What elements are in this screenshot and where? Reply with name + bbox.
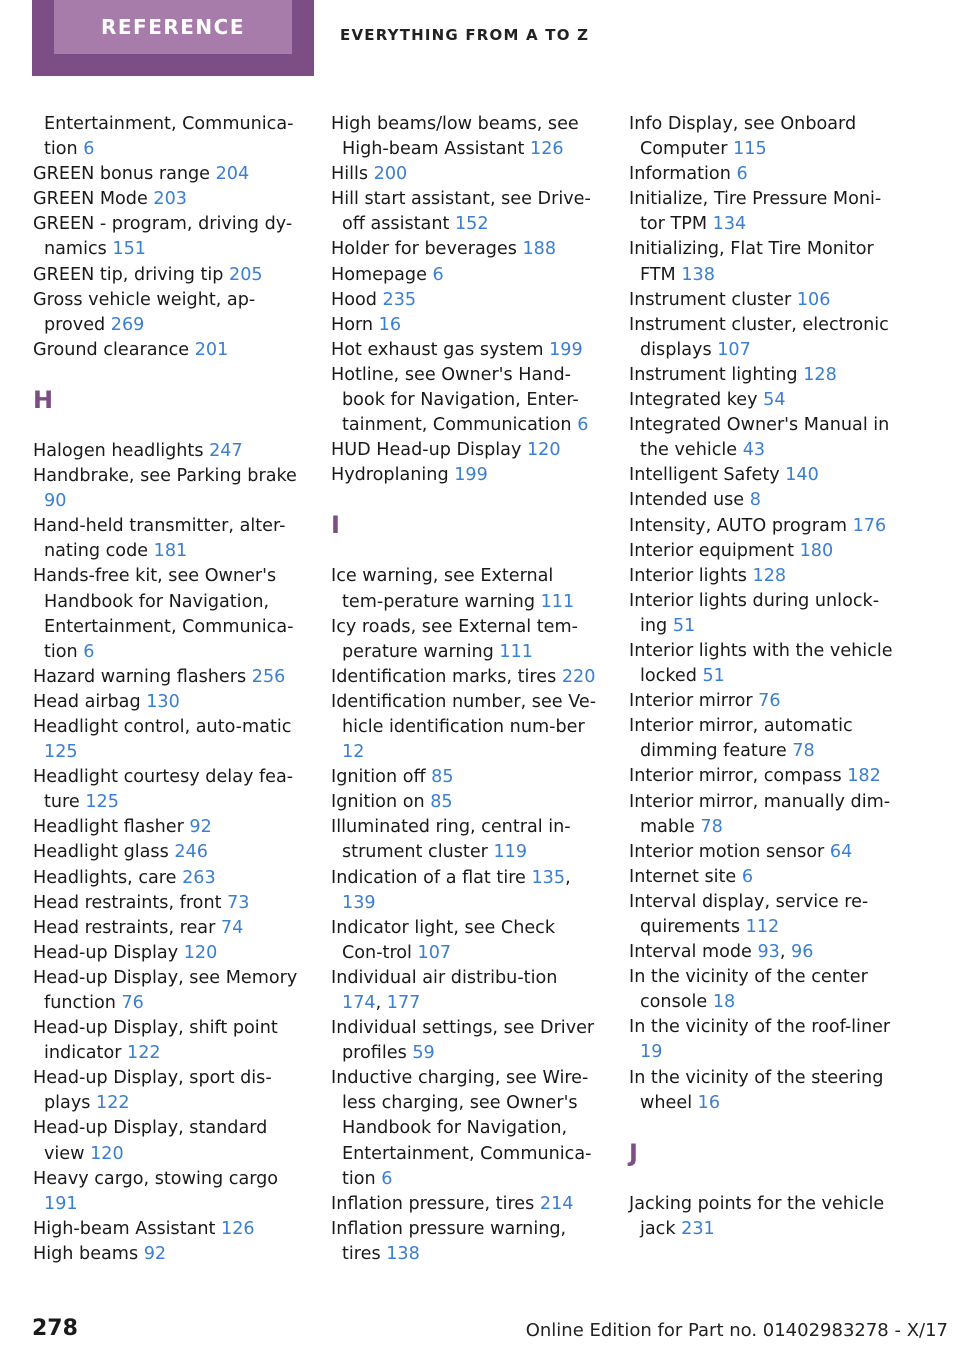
page-reference-link[interactable]: 128: [803, 364, 837, 385]
page-reference-link[interactable]: 177: [386, 993, 421, 1013]
index-entry-text: Hill start assistant, see Drive-off assistant: [331, 189, 591, 235]
page-reference-link[interactable]: 176: [852, 515, 887, 536]
page-reference-link[interactable]: 92: [189, 817, 212, 838]
index-entry: [33, 966, 301, 1016]
index-entry-text: Head-up Display, shift point indicator: [33, 1018, 278, 1064]
index-entry-text: Illuminated ring, central in-strument cluster: [331, 817, 571, 863]
index-entry: [331, 463, 599, 488]
index-entry: [629, 1192, 897, 1242]
index-entry-text: GREEN - program, driving dy-namics: [33, 214, 293, 260]
page-reference-link[interactable]: 112: [745, 917, 780, 937]
index-entry-text: Icy roads, see External tem-perature warning: [331, 616, 578, 662]
page-reference-link[interactable]: 78: [792, 741, 815, 762]
index-entry-text: Interior mirror: [629, 691, 753, 712]
index-entry-text: Headlight control, auto-matic: [33, 716, 292, 737]
page-reference-link[interactable]: 107: [717, 339, 751, 360]
page-header: [0, 0, 960, 76]
index-entry: [331, 363, 599, 438]
page-reference-link[interactable]: 76: [758, 691, 781, 712]
index-entry: [629, 689, 897, 714]
index-entry-text: Ground clearance: [33, 339, 190, 360]
index-entry: [33, 715, 301, 765]
index-entry-text: Ignition on: [331, 792, 425, 813]
page-reference-link[interactable]: 51: [702, 666, 725, 687]
page-reference-link[interactable]: 119: [493, 842, 528, 863]
index-letter-heading: J: [629, 1138, 638, 1167]
index-entry: [629, 514, 897, 539]
index-entry-text: High-beam Assistant: [33, 1218, 216, 1239]
index-entry-text: Intended use: [629, 490, 745, 511]
index-entry-text: Indication of a flat tire: [331, 867, 526, 888]
index-entry-text: GREEN Mode: [33, 189, 148, 210]
page-reference-link[interactable]: 120: [90, 1143, 124, 1164]
index-entry: [33, 338, 301, 363]
page-reference-link[interactable]: 128: [752, 565, 787, 586]
index-entry-text: Head-up Display, standard view: [33, 1118, 268, 1164]
index-entry-text: Integrated Owner's Manual in the vehicle: [629, 415, 890, 461]
page-reference-link[interactable]: 263: [182, 867, 216, 888]
page-reference-link[interactable]: 120: [183, 942, 218, 963]
page-reference-link[interactable]: 126: [221, 1218, 255, 1239]
index-letter-heading: H: [33, 385, 54, 414]
chapter-title: EVERYTHING FROM A TO Z: [340, 26, 590, 44]
page-reference-link[interactable]: 214: [539, 1193, 574, 1214]
page-reference-link[interactable]: 43: [742, 440, 766, 461]
page-reference-link[interactable]: 6: [577, 415, 589, 436]
page-reference-link[interactable]: 138: [386, 1243, 420, 1264]
index-entry-text: Intelligent Safety: [629, 465, 780, 486]
index-entry: [331, 916, 599, 966]
index-entry: [629, 714, 897, 764]
index-entry: [33, 1217, 301, 1242]
edition-footer: Online Edition for Part no. 01402983278 - X/17: [525, 1320, 948, 1341]
index-entry: [331, 313, 599, 338]
index-entry: [331, 690, 599, 765]
index-entry: [629, 840, 897, 865]
page-reference-link[interactable]: 6: [736, 164, 748, 185]
index-entry: Individual air distribu-tion 174, 177: [331, 967, 558, 1013]
index-entry: [629, 564, 897, 589]
index-entry-text: Hand-held transmitter, alter-nating code: [33, 516, 286, 562]
page-reference-link[interactable]: 51: [672, 615, 696, 636]
page-reference-link[interactable]: 130: [146, 691, 180, 712]
page-reference-link[interactable]: 73: [227, 892, 250, 913]
index-entry: [331, 263, 599, 288]
index-entry-text: Headlight glass: [33, 842, 169, 863]
index-entry: [331, 665, 599, 690]
index-entry-text: Instrument cluster, electronic displays: [629, 314, 889, 360]
index-entry: [33, 288, 301, 338]
page-reference-link[interactable]: 247: [209, 440, 243, 461]
index-entry: [331, 1192, 599, 1217]
index-entry-text: Identification number, see Ve-hicle identification num-ber: [331, 691, 597, 737]
page-reference-link[interactable]: 140: [785, 465, 819, 486]
index-entry-text: Interval display, service re-quirements: [629, 891, 869, 937]
page-reference-link[interactable]: 125: [85, 792, 119, 813]
page-reference-link[interactable]: 235: [382, 289, 417, 310]
index-entry-text: Head-up Display, see Memory function: [33, 967, 298, 1013]
index-entry: [629, 313, 897, 363]
index-entry-text: Interior mirror, automatic dimming feature: [629, 716, 853, 762]
page-reference-link[interactable]: 111: [499, 641, 533, 662]
index-entry-text: Homepage: [331, 264, 427, 285]
index-entry-text: High beams/low beams, see High-beam Assistant: [331, 114, 579, 160]
index-entry: [33, 916, 301, 941]
index-entry-text: Halogen headlights: [33, 440, 204, 461]
index-entry: [331, 1066, 599, 1191]
index-entry: [33, 665, 301, 690]
page-reference-link[interactable]: 6: [83, 641, 95, 662]
index-entry: [629, 187, 897, 237]
index-column-2: [331, 112, 599, 1267]
index-entry-text: Headlight flasher: [33, 817, 184, 838]
index-entry: [629, 589, 897, 639]
page-reference-link[interactable]: 18: [712, 992, 736, 1013]
page-reference-link[interactable]: 92: [143, 1243, 167, 1264]
page-reference-link[interactable]: 246: [174, 842, 208, 863]
page-reference-link[interactable]: 203: [153, 189, 187, 210]
index-entry: [629, 288, 897, 313]
index-entry-text: Hills: [331, 164, 369, 185]
page-reference-link[interactable]: 125: [44, 742, 78, 763]
index-entry: [33, 891, 301, 916]
index-entry: [331, 1016, 599, 1066]
page-reference-link[interactable]: 231: [681, 1218, 715, 1239]
index-entry: [33, 1167, 301, 1217]
index-entry: [629, 162, 897, 187]
index-entry-text: In the vicinity of the roof-liner: [629, 1017, 891, 1038]
index-entry-text: Gross vehicle weight, ap-proved: [33, 289, 256, 335]
page-reference-link[interactable]: 139: [342, 892, 376, 913]
page-reference-link[interactable]: 134: [712, 214, 747, 235]
page-reference-link[interactable]: 59: [412, 1043, 435, 1064]
page-reference-link[interactable]: 90: [44, 491, 67, 512]
index-entry-text: Entertainment, Communica-tion: [44, 114, 294, 160]
page-reference-link[interactable]: 201: [194, 339, 229, 360]
index-entry-text: Head airbag: [33, 691, 141, 712]
index-entry-text: Integrated key: [629, 390, 758, 411]
index-entry-text: Jacking points for the vehicle jack: [629, 1193, 885, 1239]
page-reference-link[interactable]: 115: [733, 139, 767, 160]
index-entry: [33, 112, 301, 162]
index-entry-text: Intensity, AUTO program: [629, 515, 847, 536]
index-entry-text: Ignition off: [331, 767, 426, 788]
index-entry-text: Head-up Display: [33, 942, 179, 963]
index-entry: [629, 1066, 897, 1116]
page-reference-link[interactable]: 256: [251, 666, 286, 687]
index-entry: [33, 866, 301, 891]
index-entry: [33, 162, 301, 187]
index-entry-text: Interior lights with the vehicle locked: [629, 640, 893, 687]
index-entry-text: Interior mirror, compass: [629, 766, 842, 787]
index-entry-text: Instrument lighting: [629, 364, 798, 385]
page-reference-link[interactable]: 174: [342, 993, 376, 1013]
index-entry: [629, 639, 897, 689]
page-reference-link[interactable]: 107: [417, 942, 452, 963]
page-reference-link[interactable]: 85: [431, 767, 454, 788]
index-entry: [33, 1116, 301, 1166]
page-reference-link[interactable]: 16: [697, 1092, 721, 1113]
index-entry: [629, 388, 897, 413]
index-entry: Indication of a flat tire 135, 139: [331, 867, 571, 913]
page-reference-link[interactable]: 6: [741, 866, 754, 887]
index-entry: [629, 539, 897, 564]
page-reference-link[interactable]: 200: [373, 164, 408, 185]
index-entry: [33, 564, 301, 664]
index-entry: [331, 615, 599, 665]
index-entry-text: HUD Head-up Display: [331, 440, 522, 461]
index-entry: [331, 237, 599, 262]
index-entry-text: GREEN bonus range: [33, 164, 210, 185]
index-entry-text: Hands-free kit, see Owner's Handbook for Navigation, Entertainment, Communica-tion: [33, 566, 294, 662]
index-entry: [33, 840, 301, 865]
page-reference-link[interactable]: 152: [454, 214, 489, 235]
page-reference-link[interactable]: 151: [112, 239, 146, 260]
page-reference-link[interactable]: 126: [530, 139, 564, 160]
index-entry-text: Identification marks, tires: [331, 666, 557, 687]
page-reference-link[interactable]: 199: [454, 465, 488, 486]
index-entry-text: Interior lights during unlock-ing: [629, 590, 880, 636]
index-column-1: [33, 112, 301, 1267]
index-entry: [33, 187, 301, 212]
index-entry-text: Interior mirror, manually dim-mable: [629, 791, 891, 837]
page-reference-link[interactable]: 220: [561, 666, 596, 687]
page-reference-link[interactable]: 199: [549, 339, 583, 360]
index-entry: [331, 187, 599, 237]
index-entry-text: Heavy cargo, stowing cargo: [33, 1168, 279, 1189]
index-entry-text: Inflation pressure warning, tires: [331, 1218, 567, 1264]
index-entry: [629, 965, 897, 1015]
index-entry: [33, 941, 301, 966]
page-reference-link[interactable]: 96: [791, 942, 814, 963]
index-entry: [331, 815, 599, 865]
index-entry: [33, 690, 301, 715]
index-entry-text: Head restraints, rear: [33, 917, 216, 938]
page-reference-link[interactable]: 54: [763, 390, 786, 411]
index-entry-text: Headlight courtesy delay fea-ture: [33, 767, 294, 813]
index-entry: [629, 890, 897, 940]
index-entry-text: In the vicinity of the center console: [629, 967, 868, 1013]
index-entry-text: GREEN tip, driving tip: [33, 264, 224, 285]
page-reference-link[interactable]: 76: [121, 993, 144, 1013]
index-entry: [33, 765, 301, 815]
index-entry-text: Head-up Display, sport dis-plays: [33, 1068, 272, 1114]
index-entry-text: Inflation pressure, tires: [331, 1193, 535, 1214]
page-reference-link[interactable]: 191: [44, 1193, 78, 1214]
page-reference-link[interactable]: 204: [215, 164, 250, 185]
index-entry: [331, 338, 599, 363]
index-entry-text: Hazard warning flashers: [33, 666, 247, 687]
index-entry-text: Individual air distribu-tion: [331, 967, 558, 988]
page-reference-link[interactable]: 135: [531, 867, 566, 888]
page-reference-link[interactable]: 138: [681, 264, 715, 285]
index-entry: [629, 413, 897, 463]
page-reference-link[interactable]: 19: [640, 1042, 663, 1063]
index-entry-text: Holder for beverages: [331, 239, 517, 260]
index-entry: [629, 764, 897, 789]
page-reference-link[interactable]: 93: [757, 942, 780, 963]
index-entry: [629, 112, 897, 162]
index-entry: [629, 488, 897, 513]
index-entry: [33, 439, 301, 464]
section-tab[interactable]: [32, 0, 314, 76]
index-entry: [33, 815, 301, 840]
index-entry: [33, 212, 301, 262]
page-number: 278: [32, 1316, 78, 1341]
page-reference-link[interactable]: 12: [342, 742, 365, 763]
index-entry-text: Interior lights: [629, 565, 747, 586]
page-reference-link[interactable]: 106: [796, 289, 831, 310]
page-reference-link[interactable]: 85: [430, 792, 453, 813]
index-entry-text: Hotline, see Owner's Hand-book for Navigation, Enter-tainment, Communication: [331, 364, 579, 436]
index-entry: [33, 1242, 301, 1267]
index-entry: [33, 1016, 301, 1066]
index-entry: [33, 1066, 301, 1116]
index-entry-text: Information: [629, 164, 731, 185]
index-entry: Interval mode 93, 96: [629, 942, 814, 963]
index-entry-text: Interior equipment: [629, 540, 794, 561]
index-entry: [629, 237, 897, 287]
section-tab-label: REFERENCE: [54, 0, 292, 54]
index-entry-text: Hot exhaust gas system: [331, 339, 544, 360]
index-letter-heading: I: [331, 511, 340, 540]
index-entry: [33, 263, 301, 288]
page-reference-link[interactable]: 16: [378, 314, 402, 335]
index-entry: [331, 112, 599, 162]
index-entry-text: Initialize, Tire Pressure Moni-tor TPM: [629, 189, 882, 235]
page-reference-link[interactable]: 180: [799, 540, 834, 561]
index-entry: [33, 464, 301, 514]
index-entry: [629, 790, 897, 840]
page-reference-link[interactable]: 64: [829, 841, 853, 862]
index-entry: [331, 765, 599, 790]
page-reference-link[interactable]: 269: [110, 314, 145, 335]
index-entry: [33, 514, 301, 564]
index-entry-text: Head restraints, front: [33, 892, 222, 913]
index-entry: [331, 790, 599, 815]
index-entry: [629, 463, 897, 488]
page-reference-link[interactable]: 122: [96, 1093, 130, 1114]
page-reference-link[interactable]: 6: [83, 139, 95, 160]
index-entry: [331, 162, 599, 187]
index-entry-text: Horn: [331, 314, 374, 335]
index-entry-text: Hood: [331, 289, 377, 310]
index-entry-text: Headlights, care: [33, 867, 177, 888]
page-reference-link[interactable]: 122: [127, 1043, 161, 1064]
page-reference-link[interactable]: 6: [381, 1168, 393, 1189]
index-entry-text: Interior motion sensor: [629, 841, 825, 862]
index-entry-text: Initializing, Flat Tire Monitor FTM: [629, 239, 874, 285]
page-reference-link[interactable]: 182: [847, 766, 881, 787]
page-reference-link[interactable]: 120: [526, 440, 561, 461]
index-entry: [629, 1015, 897, 1065]
page-reference-link[interactable]: 74: [220, 917, 244, 938]
page-reference-link[interactable]: 181: [153, 541, 188, 562]
index-entry-text: Individual settings, see Driver profiles: [331, 1018, 595, 1064]
index-entry-text: Ice warning, see External tem-perature warning: [331, 566, 554, 612]
index-entry-text: High beams: [33, 1243, 139, 1264]
page-reference-link[interactable]: 8: [749, 490, 761, 511]
index-entry-text: In the vicinity of the steering wheel: [629, 1067, 884, 1113]
index-entry-text: Handbrake, see Parking brake: [33, 466, 297, 487]
index-entry-text: Interval mode: [629, 942, 752, 963]
index-entry: [629, 363, 897, 388]
index-entry-text: Indicator light, see Check Con-trol: [331, 917, 556, 963]
index-entry: [331, 288, 599, 313]
index-entry-text: Inductive charging, see Wire-less charging, see Owner's Handbook for Navigation, Entertainment, Communica-tion: [331, 1068, 592, 1189]
index-entry: [331, 564, 599, 614]
index-entry-text: Hydroplaning: [331, 465, 449, 486]
index-entry-text: Internet site: [629, 866, 737, 887]
page-reference-link[interactable]: 205: [229, 264, 263, 285]
index-entry-text: Instrument cluster: [629, 289, 792, 310]
page-reference-link[interactable]: 111: [540, 591, 575, 612]
index-column-3: [629, 112, 897, 1242]
page-reference-link[interactable]: 6: [432, 264, 444, 285]
index-entry: [331, 438, 599, 463]
index-entry: [331, 1217, 599, 1267]
index-entry-text: Info Display, see Onboard Computer: [629, 114, 857, 160]
page-reference-link[interactable]: 188: [522, 239, 557, 260]
page-reference-link[interactable]: 78: [700, 816, 723, 837]
index-entry: [629, 865, 897, 890]
